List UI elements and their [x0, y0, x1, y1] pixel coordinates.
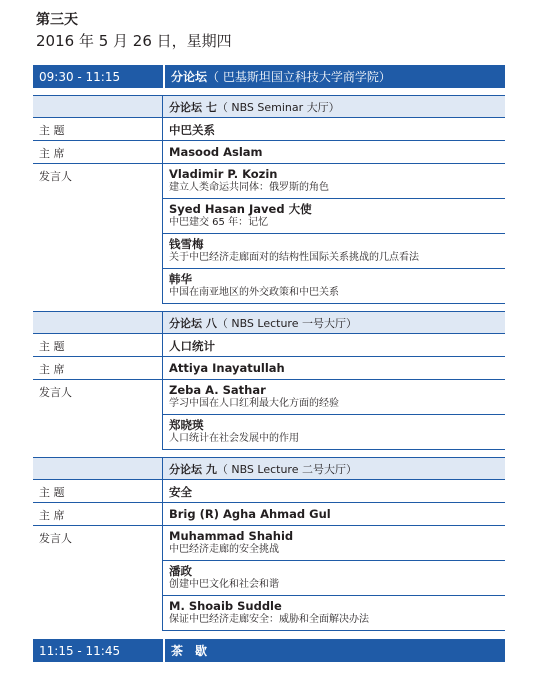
- forum-header-title: [163, 461, 357, 477]
- spacer: [33, 88, 505, 96]
- break-time: 11:15 - 11:45: [39, 643, 121, 658]
- speaker-name: Muhammad Shahid: [169, 529, 294, 543]
- speaker-name: 钱雪梅: [169, 237, 204, 251]
- chair-label: 主 席: [33, 357, 163, 379]
- break-row: [33, 639, 505, 662]
- theme-value: [163, 118, 505, 140]
- chair-row: [33, 141, 505, 164]
- chair-name: Attiya Inayatullah: [169, 361, 285, 375]
- chair-row: [33, 503, 505, 526]
- speaker-topic: 中巴建交 65 年：记忆: [169, 217, 269, 228]
- speaker-topic: 保证中巴经济走廊安全：威胁和全面解决办法: [169, 614, 369, 625]
- theme-label: 主 题: [33, 118, 163, 140]
- day-date: 2016 年 5 月 26 日，星期四: [36, 32, 232, 50]
- session-title: [165, 68, 391, 85]
- forum-header: [33, 458, 505, 480]
- speaker-topic: 创建中巴文化和社会和谐: [169, 579, 279, 590]
- day-title: 第三天: [36, 12, 78, 28]
- forum-header: [33, 96, 505, 118]
- speaker-name: 潘政: [169, 564, 192, 578]
- speaker-name: 韩华: [169, 272, 192, 286]
- session-title-rest: （ 巴基斯坦国立科技大学商学院）: [207, 70, 391, 84]
- theme-row: [33, 334, 505, 357]
- theme-label: 主 题: [33, 480, 163, 502]
- speaker-item: [163, 596, 505, 631]
- chair-name: Brig (R) Agha Ahmad Gul: [169, 507, 331, 521]
- session-time: 09:30 - 11:15: [39, 69, 121, 84]
- speaker-item: [163, 199, 505, 234]
- spacer: [33, 304, 505, 312]
- speaker-item: [163, 561, 505, 596]
- speakers-label: 发言人: [33, 164, 163, 304]
- speaker-item: [163, 380, 505, 415]
- forum-name: 分论坛 九: [169, 462, 217, 476]
- chair-value: [163, 357, 505, 379]
- chair-name: Masood Aslam: [169, 145, 263, 159]
- speaker-item: [163, 234, 505, 269]
- forums: [33, 96, 505, 631]
- chair-label: 主 席: [33, 141, 163, 163]
- session-row: [33, 65, 505, 88]
- forum-header-title: [163, 315, 357, 331]
- speaker-item: [163, 415, 505, 450]
- chair-value: [163, 503, 505, 525]
- forum-header-left: [33, 312, 163, 333]
- speaker-name: M. Shoaib Suddle: [169, 599, 282, 613]
- speakers-label: 发言人: [33, 526, 163, 631]
- forum-name: 分论坛 七: [169, 100, 217, 114]
- theme-row: [33, 118, 505, 141]
- break-title-bold: 茶 歇: [171, 644, 208, 658]
- break-title: [165, 642, 207, 659]
- speaker-item: [163, 164, 505, 199]
- chair-label: 主 席: [33, 503, 163, 525]
- forum-header-left: [33, 458, 163, 479]
- theme-text: 中巴关系: [169, 123, 215, 137]
- forum-name: 分论坛 八: [169, 316, 217, 330]
- speaker-topic: 中国在南亚地区的外交政策和中巴关系: [169, 287, 339, 298]
- theme-text: 人口统计: [169, 339, 215, 353]
- forum-venue: （ NBS Lecture 二号大厅）: [216, 462, 357, 476]
- speaker-list: [163, 526, 505, 631]
- speaker-item: [163, 526, 505, 561]
- theme-row: [33, 480, 505, 503]
- speakers-row: [33, 380, 505, 450]
- speakers-row: [33, 164, 505, 304]
- speaker-topic: 中巴经济走廊的安全挑战: [169, 544, 279, 555]
- speaker-name: 郑晓瑛: [169, 418, 204, 432]
- speakers-row: [33, 526, 505, 631]
- theme-text: 安全: [169, 485, 192, 499]
- theme-value: [163, 334, 505, 356]
- speaker-topic: 人口统计在社会发展中的作用: [169, 433, 299, 444]
- speaker-list: [163, 164, 505, 304]
- forum-block: [33, 96, 505, 312]
- session-title-bold: 分论坛: [171, 70, 208, 84]
- theme-label: 主 题: [33, 334, 163, 356]
- speaker-name: Syed Hasan Javed 大使: [169, 202, 312, 216]
- forum-header: [33, 312, 505, 334]
- speakers-label: 发言人: [33, 380, 163, 450]
- schedule-table: [33, 65, 505, 662]
- speaker-list: [163, 380, 505, 450]
- speaker-item: [163, 269, 505, 304]
- spacer: [33, 450, 505, 458]
- forum-header-left: [33, 96, 163, 117]
- speaker-topic: 学习中国在人口红利最大化方面的经验: [169, 398, 339, 409]
- speaker-topic: 关于中巴经济走廊面对的结构性国际关系挑战的几点看法: [169, 252, 419, 263]
- forum-header-title: [163, 99, 340, 115]
- forum-venue: （ NBS Seminar 大厅）: [216, 100, 340, 114]
- chair-value: [163, 141, 505, 163]
- speaker-name: Zeba A. Sathar: [169, 383, 266, 397]
- forum-venue: （ NBS Lecture 一号大厅）: [216, 316, 357, 330]
- speaker-topic: 建立人类命运共同体：俄罗斯的角色: [169, 182, 329, 193]
- forum-block: [33, 458, 505, 631]
- chair-row: [33, 357, 505, 380]
- speaker-name: Vladimir P. Kozin: [169, 167, 278, 181]
- forum-block: [33, 312, 505, 458]
- theme-value: [163, 480, 505, 502]
